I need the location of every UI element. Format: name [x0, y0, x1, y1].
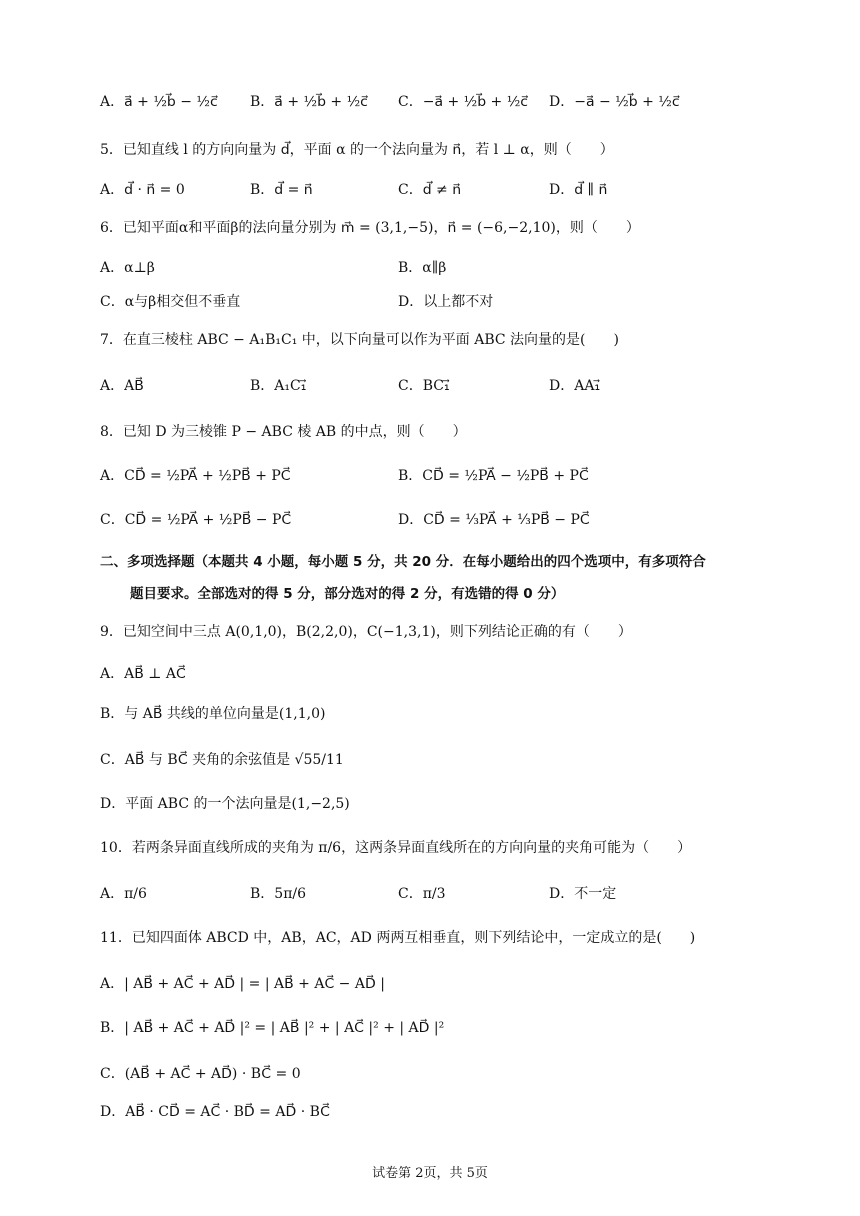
- q10-option-d: D．不一定: [549, 886, 617, 902]
- section-2-heading-cont: 题目要求。全部选对的得 5 分，部分选对的得 2 分，有选错的得 0 分）: [130, 586, 565, 602]
- q10-stem: 10．若两条异面直线所成的夹角为 π/6，这两条异面直线所在的方向向量的夹角可能为（ ）: [100, 840, 692, 856]
- q9-option-d: D．平面 ABC 的一个法向量是(1,−2,5): [100, 796, 350, 812]
- q11-option-d: D．AB⃗ · CD⃗ = AC⃗ · BD⃗ = AD⃗ · BC⃗: [100, 1104, 330, 1120]
- q4-option-a: A．a⃗ + ½b⃗ − ½c⃗: [100, 94, 218, 110]
- q8-option-a: A．CD⃗ = ½PA⃗ + ½PB⃗ + PC⃗: [100, 468, 291, 484]
- q8-option-b: B．CD⃗ = ½PA⃗ − ½PB⃗ + PC⃗: [398, 468, 589, 484]
- q11-option-b: B．| AB⃗ + AC⃗ + AD⃗ |² = | AB⃗ |² + | AC⃗ |² + | AD⃗ |²: [100, 1020, 445, 1036]
- q5-option-c: C．d⃗ ≠ n⃗: [398, 182, 462, 198]
- q6-stem: 6．已知平面α和平面β的法向量分别为 m⃗ = (3,1,−5)，n⃗ = (−6,−2,10)，则（ ）: [100, 220, 640, 236]
- q4-option-d: D．−a⃗ − ½b⃗ + ½c⃗: [549, 94, 680, 110]
- q5-option-a: A．d⃗ · n⃗ = 0: [100, 182, 185, 198]
- q11-stem: 11．已知四面体 ABCD 中，AB，AC，AD 两两互相垂直，则下列结论中，一定成立的是( ): [100, 930, 696, 946]
- q11-option-c: C．(AB⃗ + AC⃗ + AD⃗) · BC⃗ = 0: [100, 1066, 301, 1082]
- q8-option-c: C．CD⃗ = ½PA⃗ + ½PB⃗ − PC⃗: [100, 512, 292, 528]
- q9-option-b: B．与 AB⃗ 共线的单位向量是(1,1,0): [100, 706, 326, 722]
- q10-option-c: C．π/3: [398, 886, 446, 902]
- q8-option-d: D．CD⃗ = ⅓PA⃗ + ⅓PB⃗ − PC⃗: [398, 512, 590, 528]
- q9-option-a: A．AB⃗ ⊥ AC⃗: [100, 666, 186, 682]
- q10-option-b: B．5π/6: [250, 886, 307, 902]
- q6-option-c: C．α与β相交但不垂直: [100, 294, 241, 310]
- q8-stem: 8．已知 D 为三棱锥 P − ABC 棱 AB 的中点，则（ ）: [100, 424, 467, 440]
- q9-option-c: C．AB⃗ 与 BC⃗ 夹角的余弦值是 √55/11: [100, 752, 344, 768]
- q7-option-b: B．A₁C₁⃗: [250, 378, 307, 394]
- q7-stem: 7．在直三棱柱 ABC − A₁B₁C₁ 中，以下向量可以作为平面 ABC 法向量的是( ): [100, 332, 619, 348]
- q10-option-a: A．π/6: [100, 886, 147, 902]
- q5-option-b: B．d⃗ = n⃗: [250, 182, 313, 198]
- q4-option-b: B．a⃗ + ½b⃗ + ½c⃗: [250, 94, 368, 110]
- q6-option-d: D．以上都不对: [398, 294, 494, 310]
- q7-option-d: D．AA₁⃗: [549, 378, 601, 394]
- q5-stem: 5．已知直线 l 的方向向量为 d⃗，平面 α 的一个法向量为 n⃗，若 l ⊥ α，则（ ）: [100, 142, 614, 158]
- page-footer: 试卷第 2页，共 5页: [372, 1166, 488, 1181]
- q6-option-b: B．α∥β: [398, 260, 447, 276]
- section-2-heading: 二、多项选择题（本题共 4 小题，每小题 5 分，共 20 分．在每小题给出的四个选项中，有多项符合: [100, 554, 706, 570]
- q6-option-a: A．α⊥β: [100, 260, 155, 276]
- q4-option-c: C．−a⃗ + ½b⃗ + ½c⃗: [398, 94, 529, 110]
- q7-option-c: C．BC₁⃗: [398, 378, 450, 394]
- q11-option-a: A．| AB⃗ + AC⃗ + AD⃗ | = | AB⃗ + AC⃗ − AD⃗ |: [100, 976, 385, 992]
- q5-option-d: D．d⃗ ∥ n⃗: [549, 182, 608, 198]
- q7-option-a: A．AB⃗: [100, 378, 144, 394]
- q9-stem: 9．已知空间中三点 A(0,1,0)，B(2,2,0)，C(−1,3,1)，则下列结论正确的有（ ）: [100, 624, 632, 640]
